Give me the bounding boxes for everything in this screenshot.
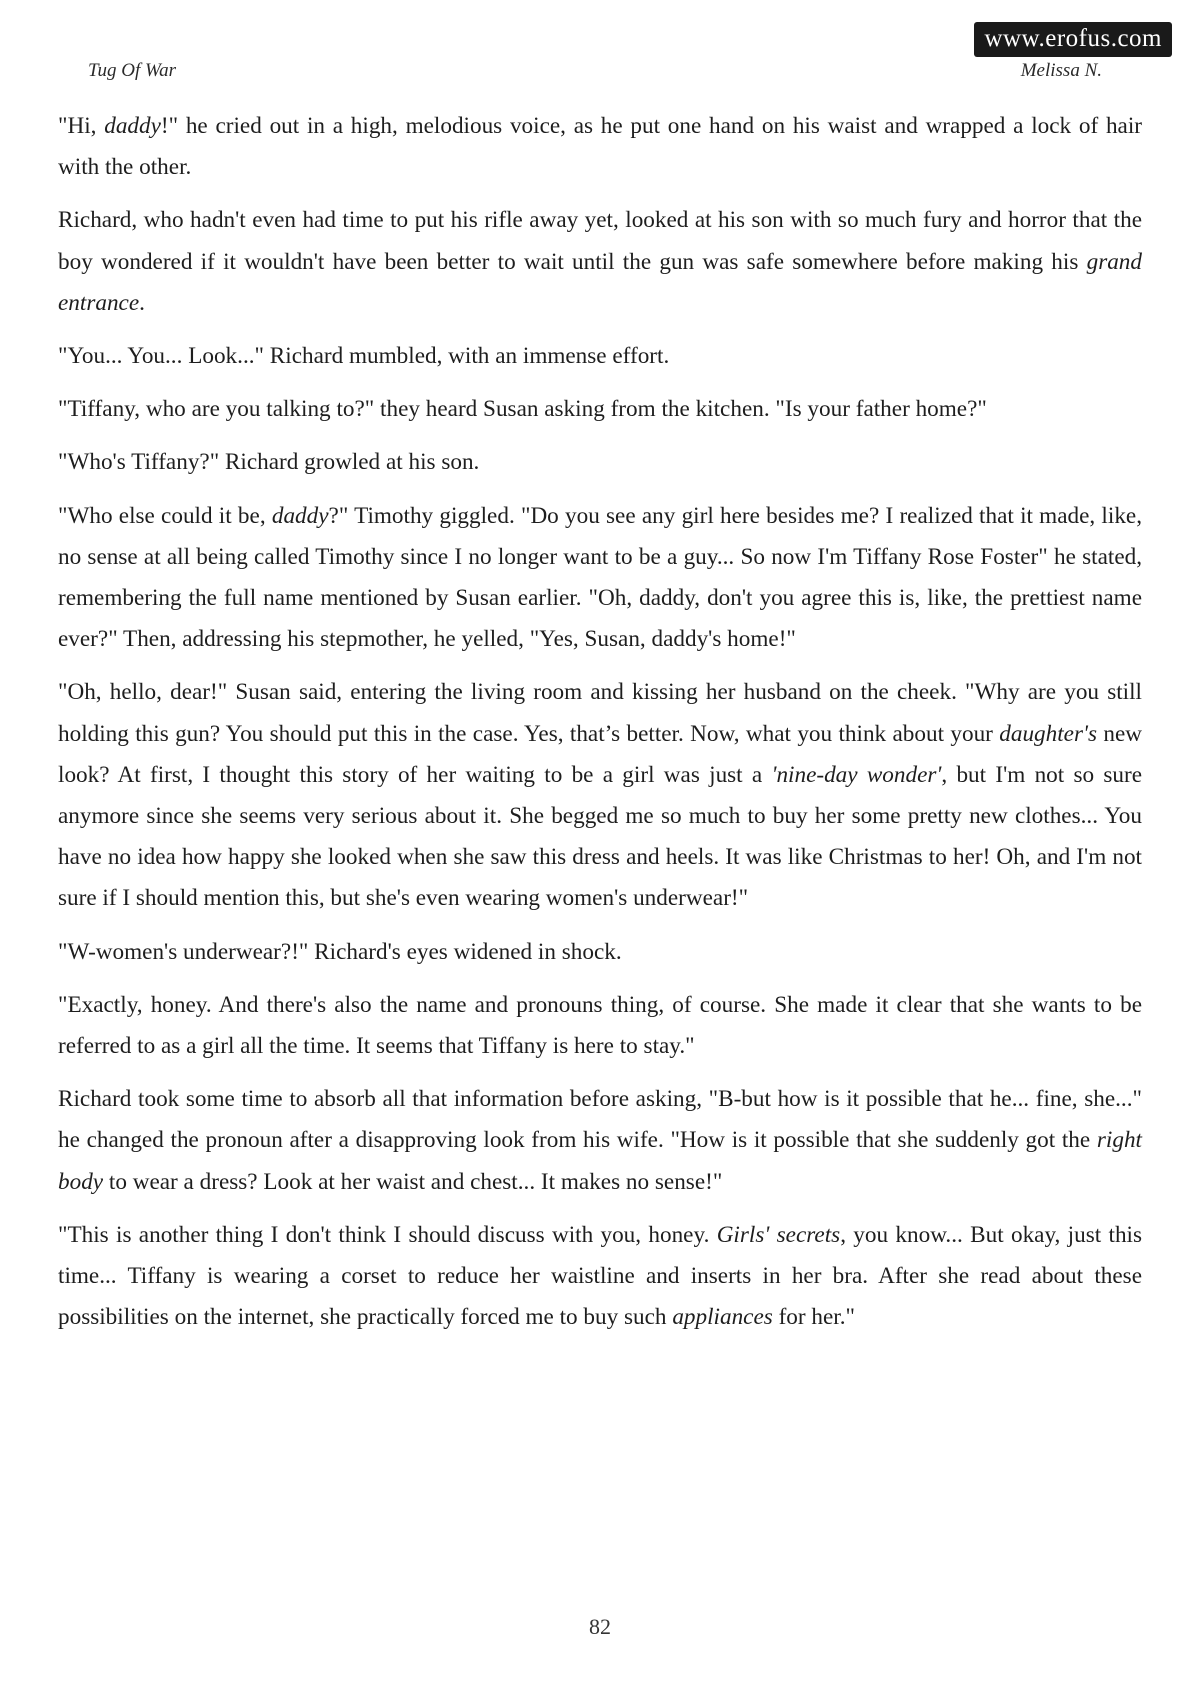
text-run: "This is another thing I don't think I should discuss with you, honey.: [58, 1221, 717, 1248]
text-run: !" he cried out in a high, melodious voice, as he put one hand on his waist and wrapped a lock of hair with the other.: [58, 113, 1143, 181]
paragraph: [58, 200, 1142, 324]
text-run: for her.": [772, 1304, 856, 1331]
text-run: "W-women's underwear?!" Richard's eyes widened in shock.: [58, 938, 622, 965]
emphasis-text: Girls' secrets: [716, 1221, 841, 1248]
emphasis-text: daddy: [104, 113, 161, 139]
emphasis-text: daughter's: [999, 720, 1097, 747]
paragraph: [58, 336, 1142, 377]
paragraph: [58, 985, 1142, 1067]
text-run: "Tiffany, who are you talking to?" they heard Susan asking from the kitchen. "Is your father home?": [58, 396, 987, 423]
book-title: Tug Of War: [88, 60, 176, 81]
text-run: "Who's Tiffany?" Richard growled at his son.: [58, 449, 480, 476]
author-name: Melissa N.: [1020, 60, 1102, 81]
text-run: ?" Timothy giggled. "Do you see any girl here besides me? I realized that it made, like, no sense at all being called Timothy since I no longer want to be a guy... So now I'm Tiffany Rose Foster" he stated, remembering the full name mentioned by Susan earlier. "Oh, daddy, don't you agree this is, like, the prettiest name ever?" Then, addressing his stepmother, he yelled, "Yes, Susan, daddy's home!": [58, 502, 1142, 653]
paragraph: [58, 106, 1142, 188]
text-run: "Hi,: [58, 113, 105, 139]
page-body: [58, 106, 1142, 1350]
paragraph: [58, 932, 1142, 973]
text-run: Richard took some time to absorb all that information before asking, "B-but how is it possible that he... fine, she..." he changed the pronoun after a disapproving look from his wife. "How is it possible that she suddenly got the: [58, 1086, 1142, 1154]
text-run: , you know... But okay, just this time... Tiffany is wearing a corset to reduce her waistline and inserts in her bra. After she read about these possibilities on the internet, she practically forced me to buy such: [58, 1221, 1142, 1331]
emphasis-text: daddy: [271, 502, 329, 529]
text-run: "Who else could it be,: [58, 502, 272, 529]
emphasis-text: 'nine-day wonder': [771, 761, 942, 788]
page-number: 82: [589, 1614, 611, 1639]
text-run: "You... You... Look..." Richard mumbled, with an immense effort.: [58, 343, 670, 370]
text-run: "Exactly, honey. And there's also the name and pronouns thing, of course. She made it clear that she wants to be referred to as a girl all the time. It seems that Tiffany is here to stay.": [58, 991, 1142, 1060]
emphasis-text: right body: [58, 1127, 1142, 1195]
paragraph: [58, 389, 1142, 430]
paragraph: [58, 1079, 1142, 1203]
paragraph: [58, 672, 1142, 919]
running-header: [88, 60, 1102, 86]
emphasis-text: appliances: [672, 1304, 773, 1331]
paragraph: [58, 442, 1142, 483]
text-run: .: [139, 289, 145, 316]
text-run: "Oh, hello, dear!" Susan said, entering the living room and kissing her husband on the cheek. "Why are you still holding this gun? You should put this in the case. Yes, that’s better. Now, what you think about your: [58, 679, 1142, 747]
watermark-logo: www.erofus.com: [974, 22, 1172, 57]
emphasis-text: grand entrance: [58, 248, 1142, 316]
paragraph: [58, 496, 1142, 661]
text-run: , but I'm not so sure anymore since she seems very serious about it. She begged me so much to buy her some pretty new clothes... You have no idea how happy she looked when she saw this dress and heels. It was like Christmas to her! Oh, and I'm not sure if I should mention this, but she's even wearing women's underwear!": [58, 761, 1143, 912]
text-run: Richard, who hadn't even had time to put his rifle away yet, looked at his son with so much fury and horror that the boy wondered if it wouldn't have been better to wait until the gun was safe somewhere before making his: [58, 207, 1142, 275]
text-run: new look? At first, I thought this story of her waiting to be a girl was just a: [58, 720, 1142, 788]
paragraph: [58, 1215, 1142, 1339]
text-run: to wear a dress? Look at her waist and chest... It makes no sense!": [103, 1168, 723, 1195]
